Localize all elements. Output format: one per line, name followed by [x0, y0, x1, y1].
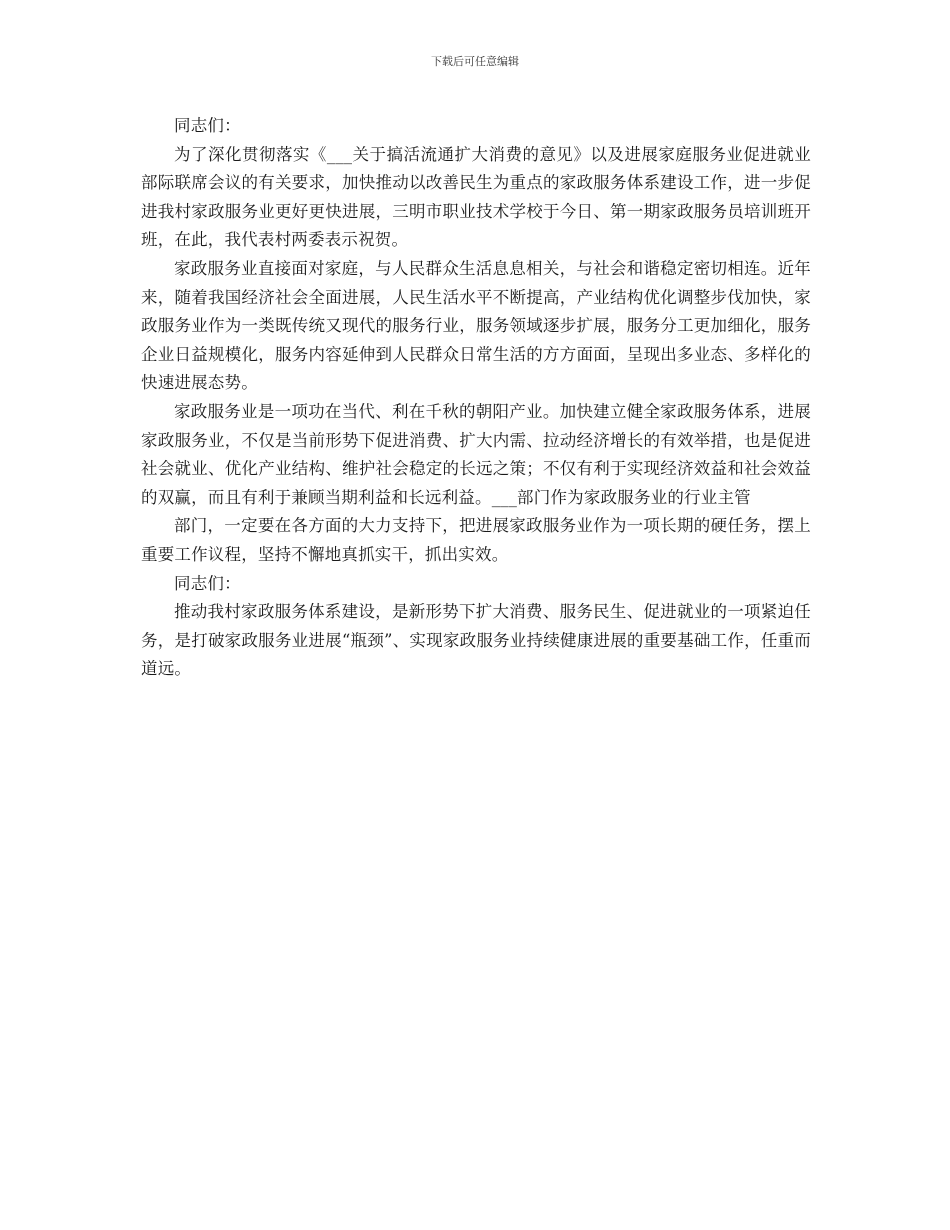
page-header: 下载后可任意编辑 [431, 55, 519, 68]
body-paragraph-4: 部门，一定要在各方面的大力支持下，把进展家政服务业作为一项长期的硬任务，摆上重要工作议程，坚持不懈地真抓实干，抓出实效。 [141, 516, 811, 564]
body-paragraph-1: 为了深化贯彻落实《___关于搞活流通扩大消费的意见》以及进展家庭服务业促进就业部际联席会议的有关要求，加快推动以改善民生为重点的家政服务体系建设工作，进一步促进我村家政服务业更好更快进展，三明市职业技术学校于今日、第一期家政服务员培训班开班，在此，我代表村两委表示祝贺。 [141, 144, 811, 250]
body-paragraph-3: 家政服务业是一项功在当代、利在千秋的朝阳产业。加快建立健全家政服务体系，进展家政服务业，不仅是当前形势下促进消费、扩大内需、拉动经济增长的有效举措，也是促进社会就业、优化产业结构、维护社会稳定的长远之策；不仅有利于实现经济效益和社会效益的双赢，而且有利于兼顾当期利益和长远利益。___部门作为家政服务业的行业主管 [141, 401, 811, 507]
body-paragraph-5: 推动我村家政服务体系建设，是新形势下扩大消费、服务民生、促进就业的一项紧迫任务，是打破家政服务业进展“瓶颈”、实现家政服务业持续健康进展的重要基础工作，任重而道远。 [141, 602, 811, 679]
salutation-paragraph-2: 同志们： [174, 573, 241, 593]
salutation-paragraph: 同志们： [174, 116, 241, 135]
body-paragraph-2: 家政服务业直接面对家庭，与人民群众生活息息相关，与社会和谐稳定密切相连。近年来，随着我国经济社会全面进展，人民生活水平不断提高，产业结构优化调整步伐加快，家政服务业作为一类既传统又现代的服务行业，服务领域逐步扩展，服务分工更加细化，服务企业日益规模化，服务内容延伸到人民群众日常生活的方方面面，呈现出多业态、多样化的快速进展态势。 [141, 258, 811, 393]
document-body [141, 112, 811, 684]
